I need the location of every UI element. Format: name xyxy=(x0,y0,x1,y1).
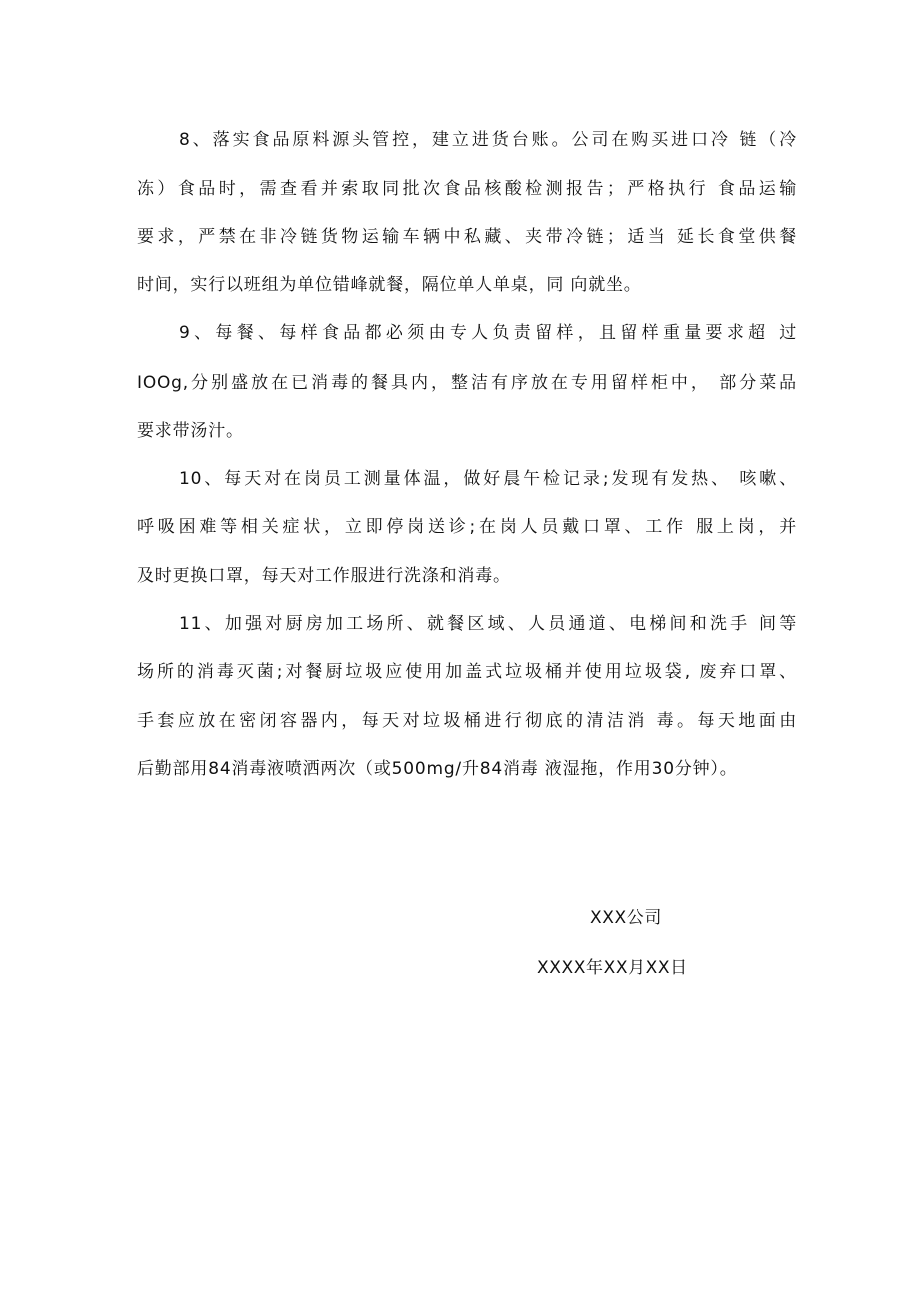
paragraph-11-line-2: 场所的消毒灭菌;对餐厨垃圾应使用加盖式垃圾桶并使用垃圾袋, 废弃口罩、 xyxy=(137,662,797,682)
paragraph-11-line-4: 后勤部用84消毒液喷洒两次（或500mg∕升84消毒 液湿拖，作用30分钟）。 xyxy=(137,759,738,779)
signature-date: XXXX年XX月XX日 xyxy=(537,958,688,978)
paragraph-10-line-1: 10、每天对在岗员工测量体温，做好晨午检记录;发现有发热、 咳嗽、 xyxy=(179,469,797,489)
paragraph-8-line-2: 冻）食品时，需查看并索取同批次食品核酸检测报告；严格执行 食品运输 xyxy=(137,179,797,199)
paragraph-10-line-3: 及时更换口罩，每天对工作服进行洗涤和消毒。 xyxy=(137,566,511,586)
paragraph-8-line-1: 8、落实食品原料源头管控，建立进货台账。公司在购买进口冷 链（冷 xyxy=(179,130,797,150)
paragraph-10-line-2: 呼吸困难等相关症状，立即停岗送诊;在岗人员戴口罩、工作 服上岗，并 xyxy=(137,517,797,537)
paragraph-8-line-4: 时间，实行以班组为单位错峰就餐，隔位单人单桌，同 向就坐。 xyxy=(137,275,642,295)
paragraph-8-line-3: 要求，严禁在非冷链货物运输车辆中私藏、夹带冷链；适当 延长食堂供餐 xyxy=(137,227,797,247)
paragraph-9-line-2: IOOg,分别盛放在已消毒的餐具内，整洁有序放在专用留样柜中， 部分菜品 xyxy=(137,373,797,393)
paragraph-9-line-1: 9、每餐、每样食品都必须由专人负责留样，且留样重量要求超 过 xyxy=(179,323,797,343)
paragraph-9-line-3: 要求带汤汁。 xyxy=(137,421,244,441)
paragraph-11-line-1: 11、加强对厨房加工场所、就餐区域、人员通道、电梯间和洗手 间等 xyxy=(179,614,797,634)
signature-company: XXX公司 xyxy=(590,908,662,928)
paragraph-11-line-3: 手套应放在密闭容器内，每天对垃圾桶进行彻底的清洁消 毒。每天地面由 xyxy=(137,711,797,731)
